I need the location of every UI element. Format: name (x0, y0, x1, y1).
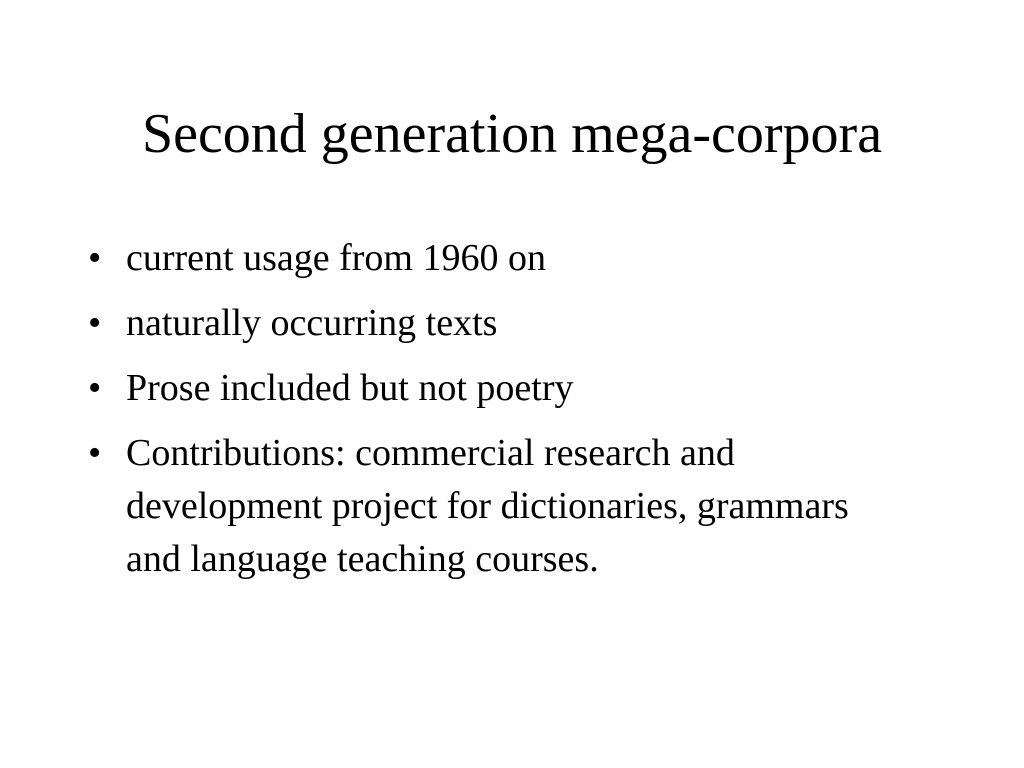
bullet-icon: • (88, 367, 102, 409)
bullet-item (88, 362, 908, 415)
bullet-item (88, 297, 908, 350)
bullet-item (88, 232, 908, 285)
bullet-text: naturally occurring texts (126, 302, 498, 344)
slide-title: Second generation mega-corpora (141, 103, 883, 165)
bullet-list (88, 232, 908, 598)
bullet-icon: • (88, 302, 102, 344)
bullet-icon: • (88, 432, 102, 474)
bullet-text: current usage from 1960 on (126, 237, 546, 279)
bullet-text: Prose included but not poetry (126, 367, 574, 409)
bullet-item (88, 427, 908, 586)
bullet-text: Contributions: commercial research and development project for dictionaries, grammars and language teaching courses. (126, 432, 849, 580)
bullet-icon: • (88, 237, 102, 279)
